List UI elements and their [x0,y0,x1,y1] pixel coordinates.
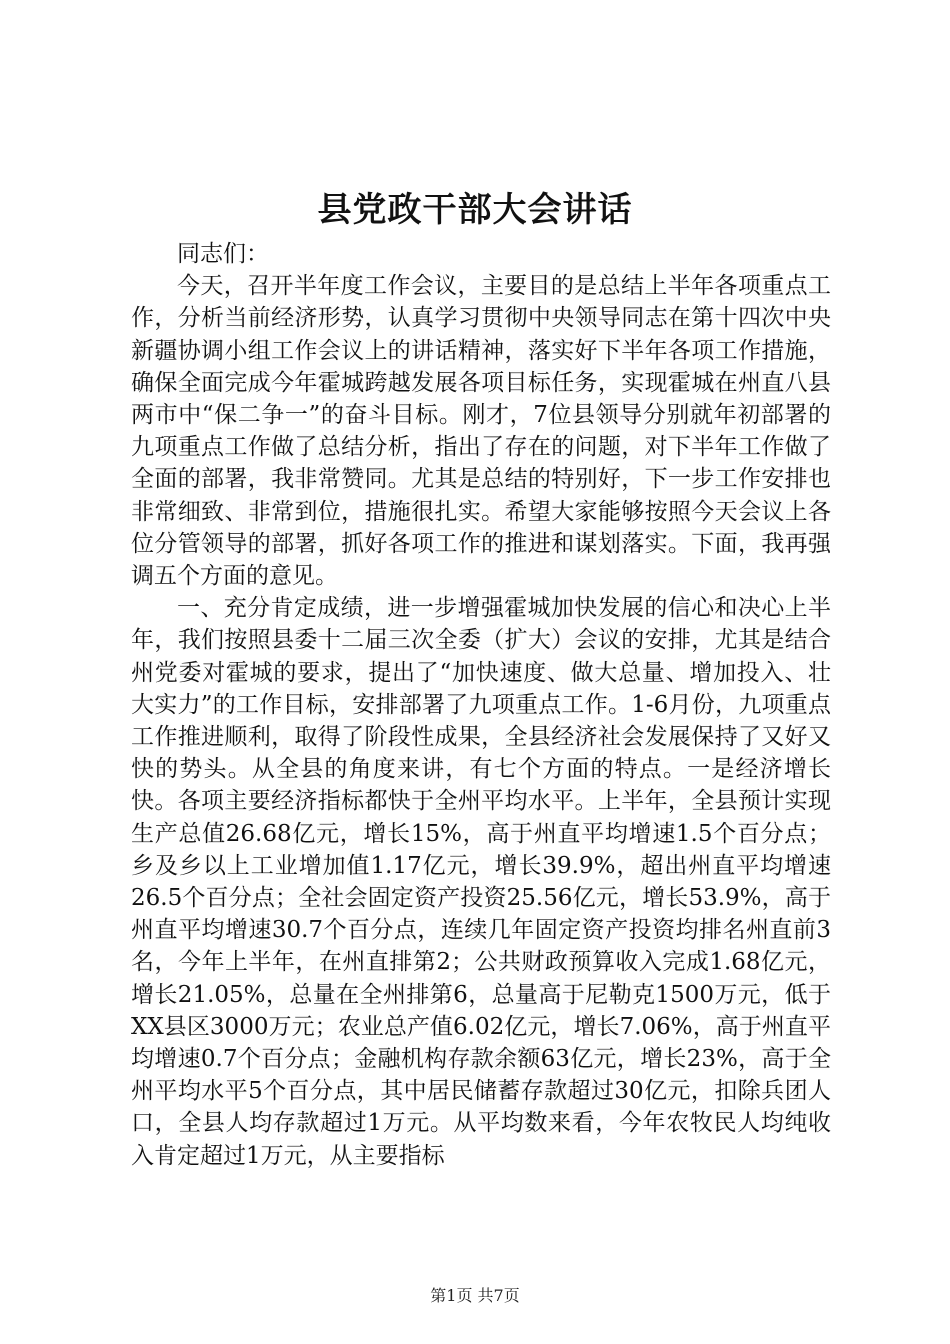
document-title: 县党政干部大会讲话 [317,190,633,230]
body-paragraph: 一、充分肯定成绩，进一步增强霍城加快发展的信心和决心上半年，我们按照县委十二届三次全委（扩大）会议的安排，尤其是结合州党委对霍城的要求，提出了“加快速度、做大总量、增加投入、壮大实力”的工作目标，安排部署了九项重点工作。1-6月份，九项重点工作推进顺利，取得了阶段性成果，全县经济社会发展保持了又好又快的势头。从全县的角度来讲，有七个方面的特点。一是经济增长快。各项主要经济指标都快于全州平均水平。上半年，全县预计实现生产总值26.68亿元，增长15%，高于州直平均增速1.5个百分点；乡及乡以上工业增加值1.17亿元，增长39.9%，超出州直平均增速26.5个百分点；全社会固定资产投资25.56亿元，增长53.9%，高于州直平均增速30.7个百分点，连续几年固定资产投资均排名州直前3名，今年上半年，在州直排第2；公共财政预算收入完成1.68亿元，增长21.05%，总量在全州排第6，总量高于尼勒克1500万元，低于XX县区3000万元；农业总产值6.02亿元，增长7.06%，高于州直平均增速0.7个百分点；金融机构存款余额63亿元，增长23%，高于全州平均水平5个百分点，其中居民储蓄存款超过30亿元，扣除兵团人口，全县人均存款超过1万元。从平均数来看，今年农牧民人均纯收入肯定超过1万元，从主要指标 [131,595,831,1169]
page-number-footer: 第1页 共7页 [430,1286,520,1305]
body-paragraph: 今天，召开半年度工作会议，主要目的是总结上半年各项重点工作，分析当前经济形势，认真学习贯彻中央领导同志在第十四次中央新疆协调小组工作会议上的讲话精神，落实好下半年各项工作措施，确保全面完成今年霍城跨越发展各项目标任务，实现霍城在州直八县两市中“保二争一”的奋斗目标。刚才，7位县领导分别就年初部署的九项重点工作做了总结分析，指出了存在的问题，对下半年工作做了全面的部署，我非常赞同。尤其是总结的特别好，下一步工作安排也非常细致、非常到位，措施很扎实。希望大家能够按照今天会议上各位分管领导的部署，抓好各项工作的推进和谋划落实。下面，我再强调五个方面的意见。 [131,273,831,590]
document-body [131,238,831,1172]
salutation-paragraph: 同志们： [177,241,269,267]
